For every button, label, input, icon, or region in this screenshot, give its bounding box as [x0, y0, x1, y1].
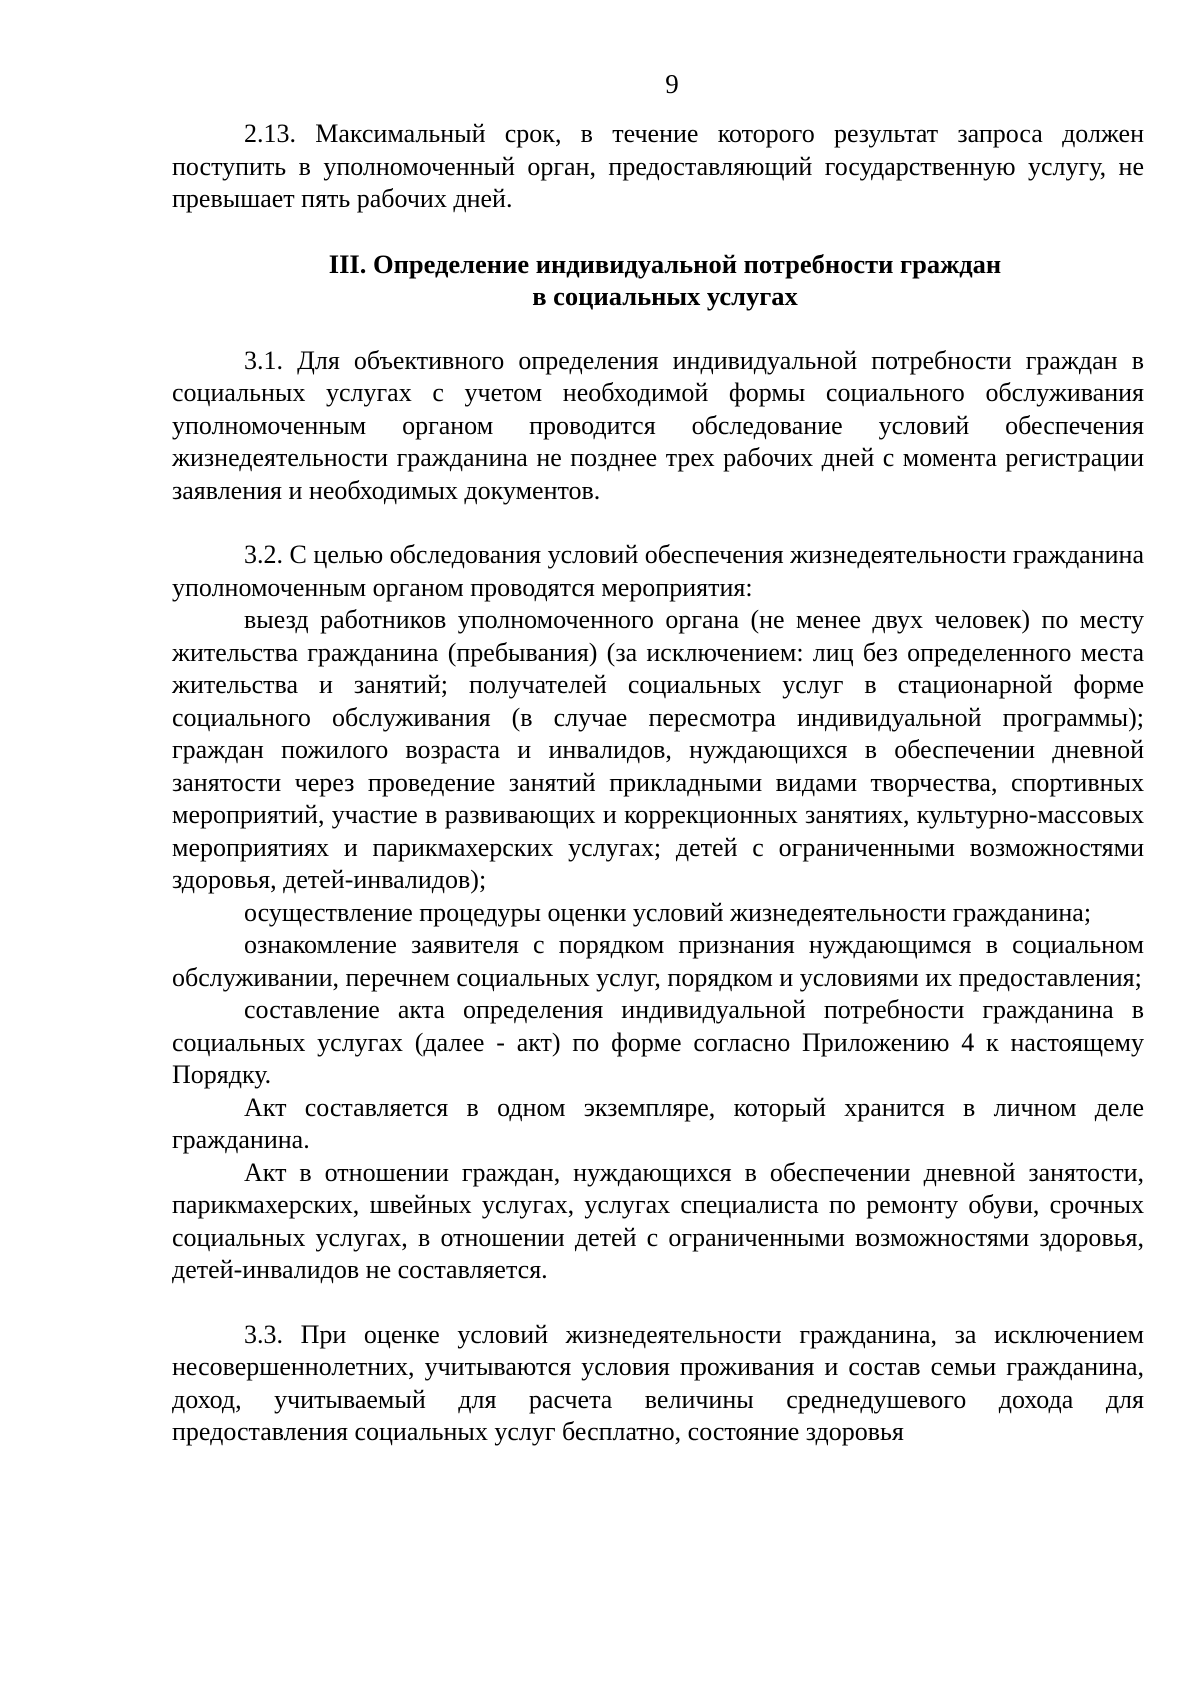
paragraph-3-3: 3.3. При оценке условий жизнедеятельности гражданина, за исключением несовершеннолетних, учитываются условия проживания и состав семьи гражданина, доход, учитываемый для расчета величины среднедушевого дохода для предоставления социальных услуг бесплатно, состояние здоровья — [172, 1319, 1144, 1446]
paragraph-3-2-item-act: составление акта определения индивидуальной потребности гражданина в социальных услугах (далее - акт) по форме согласно Приложению 4 к настоящему Порядку. — [172, 995, 1144, 1089]
paragraph-3-2-intro: 3.2. С целью обследования условий обеспечения жизнедеятельности гражданина уполномоченным органом проводятся мероприятия: — [172, 540, 1144, 602]
paragraph-act-storage: Акт составляется в одном экземпляре, который хранится в личном деле гражданина. — [172, 1092, 1144, 1154]
section-heading — [172, 248, 1144, 313]
section-heading-line-1: III. Определение индивидуальной потребности граждан — [328, 248, 1002, 279]
document-page — [172, 68, 1144, 1449]
paragraph-3-2-item-assessment: осуществление процедуры оценки условий жизнедеятельности гражданина; — [244, 897, 1092, 927]
page-number: 9 — [665, 69, 679, 99]
paragraph-3-2-item-visit: выезд работников уполномоченного органа (не менее двух человек) по месту жительства гражданина (пребывания) (за исключением: лиц без определенного места жительства и занятий; получателей социальных услуг в стационарной форме социального обслуживания (в случае пересмотра индивидуальной программы); граждан пожилого возраста и инвалидов, нуждающихся в обеспечении дневной занятости через проведение занятий прикладными видами творчества, спортивных мероприятий, участие в развивающих и коррекционных занятиях, культурно-массовых мероприятиях и парикмахерских услугах; детей с ограниченными возможностями здоровья, детей-инвалидов); — [172, 605, 1144, 894]
paragraph-3-2-item-familiarization: ознакомление заявителя с порядком признания нуждающимся в социальном обслуживании, перечнем социальных услуг, порядком и условиями их предоставления; — [172, 930, 1144, 992]
paragraph-3-1: 3.1. Для объективного определения индивидуальной потребности граждан в социальных услугах с учетом необходимой формы социального обслуживания уполномоченным органом проводится обследование условий обеспечения жизнедеятельности гражданина не позднее трех рабочих дней с момента регистрации заявления и необходимых документов. — [172, 345, 1144, 505]
section-heading-line-2: в социальных услугах — [532, 281, 798, 311]
paragraph-act-exception: Акт в отношении граждан, нуждающихся в обеспечении дневной занятости, парикмахерских, швейных услугах, услугах специалиста по ремонту обуви, срочных социальных услугах, в отношении детей с ограниченными возможностями здоровья, детей-инвалидов не составляется. — [172, 1157, 1144, 1284]
paragraph-2-13: 2.13. Максимальный срок, в течение которого результат запроса должен поступить в уполномоченный орган, предоставляющий государственную услугу, не превышает пять рабочих дней. — [172, 119, 1144, 213]
